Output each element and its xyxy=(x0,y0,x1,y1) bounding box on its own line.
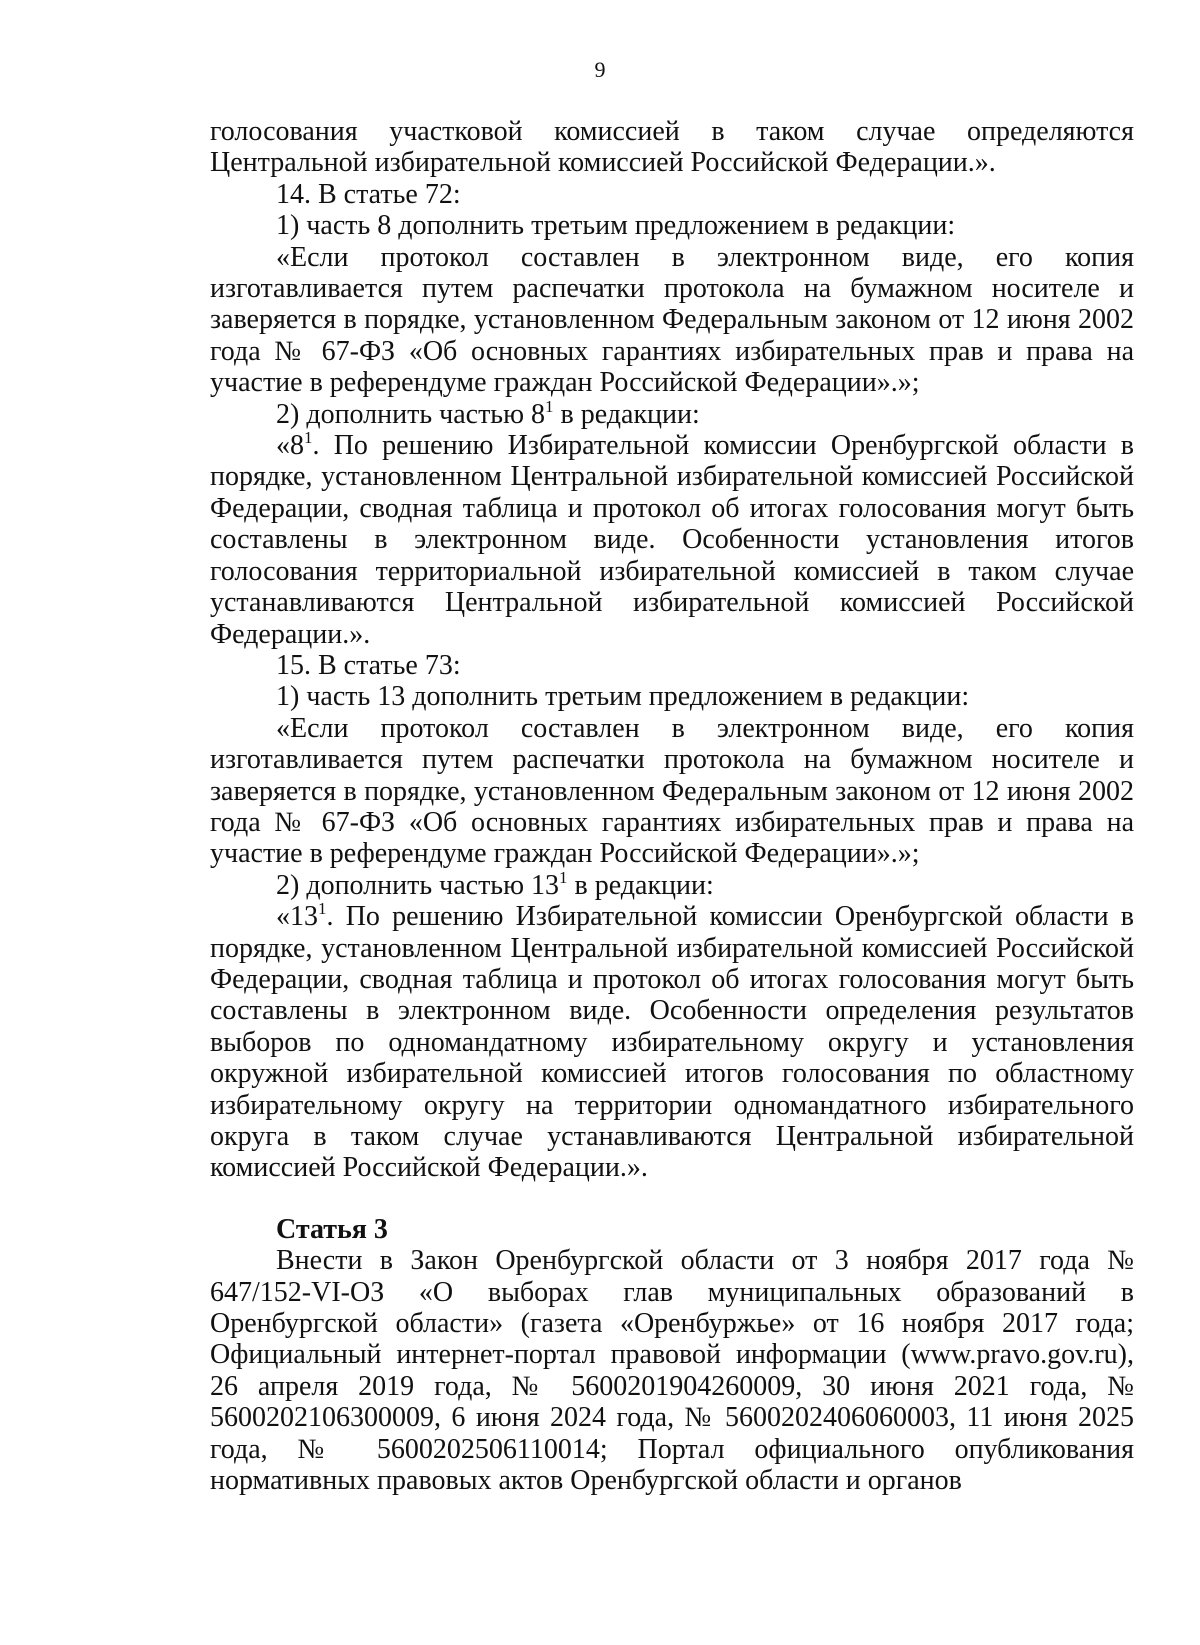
paragraph-sub-4: 2) дополнить частью $13^1$ в редакции: xyxy=(276,867,714,901)
paragraph-quote-3: «Если протокол составлен в электронном виде, его копия изготавливается путем распечатки протокола на бумажном носителе и заверяется в порядке, установленном Федеральным законом от 12 июня 2002 года № 67-ФЗ «Об основных гарантиях избирательных прав и права на участие в референдуме граждан Российской Федерации».»; xyxy=(210,712,1134,870)
paragraph-article-3: Внести в Закон Оренбургской области от 3 ноября 2017 года № 647/152-VI-ОЗ «О выборах глав муниципальных образований в Оренбургской области» (газета «Оренбуржье» от 16 ноября 2017 года; Официальный интернет-портал правовой информации (www.pravo.gov.ru), 26 апреля 2019 года, № 5600201904260009, 30 июня 2021 года, № 5600202106300009, 6 июня 2024 года, № 5600202406060003, 11 июня 2025 года, № 5600202506110014; Портал официального опубликования нормативных правовых актов Оренбургской области и органов xyxy=(210,1245,1134,1497)
paragraph-quote-4: «$13^1$. По решению Избирательной комиссии Оренбургской области в порядке, установленном Центральной избирательной комиссией Российской Федерации, сводная таблица и протокол об итогах голосования могут быть составлены в электронном виде. Особенности определения результатов выборов по одномандатному избирательному округу и установления окружной избирательной комиссией итогов голосования по областному избирательному округу на территории одномандатного избирательного округа в таком случае устанавливаются Центральной избирательной комиссией Российской Федерации.». xyxy=(210,899,1134,1184)
paragraph-quote-2: «$8^1$. По решению Избирательной комиссии Оренбургской области в порядке, установленном Центральной избирательной комиссией Российской Федерации, сводная таблица и протокол об итогах голосования могут быть составлены в электронном виде. Особенности установления итогов голосования территориальной избирательной комиссией в таком случае устанавливаются Центральной избирательной комиссией Российской Федерации.». xyxy=(210,428,1134,650)
page-number: 9 xyxy=(594,57,606,82)
document-body xyxy=(210,116,1134,1496)
paragraph-quote-1: «Если протокол составлен в электронном виде, его копия изготавливается путем распечатки протокола на бумажном носителе и заверяется в порядке, установленном Федеральным законом от 12 июня 2002 года № 67-ФЗ «Об основных гарантиях избирательных прав и права на участие в референдуме граждан Российской Федерации».»; xyxy=(210,241,1134,399)
paragraph-sub-3: 1) часть 13 дополнить третьим предложением в редакции: xyxy=(276,681,970,713)
paragraph-sub-1: 1) часть 8 дополнить третьим предложением в редакции: xyxy=(276,210,956,242)
paragraph-item-15: 15. В статье 73: xyxy=(276,649,461,681)
paragraph-continuation: голосования участковой комиссией в таком случае определяются Центральной избирательной комиссией Российской Федерации.». xyxy=(210,116,1134,179)
paragraph-sub-2: 2) дополнить частью $8^1$ в редакции: xyxy=(276,396,700,430)
article-heading: Статья 3 xyxy=(276,1213,388,1245)
paragraph-item-14: 14. В статье 72: xyxy=(276,178,461,210)
